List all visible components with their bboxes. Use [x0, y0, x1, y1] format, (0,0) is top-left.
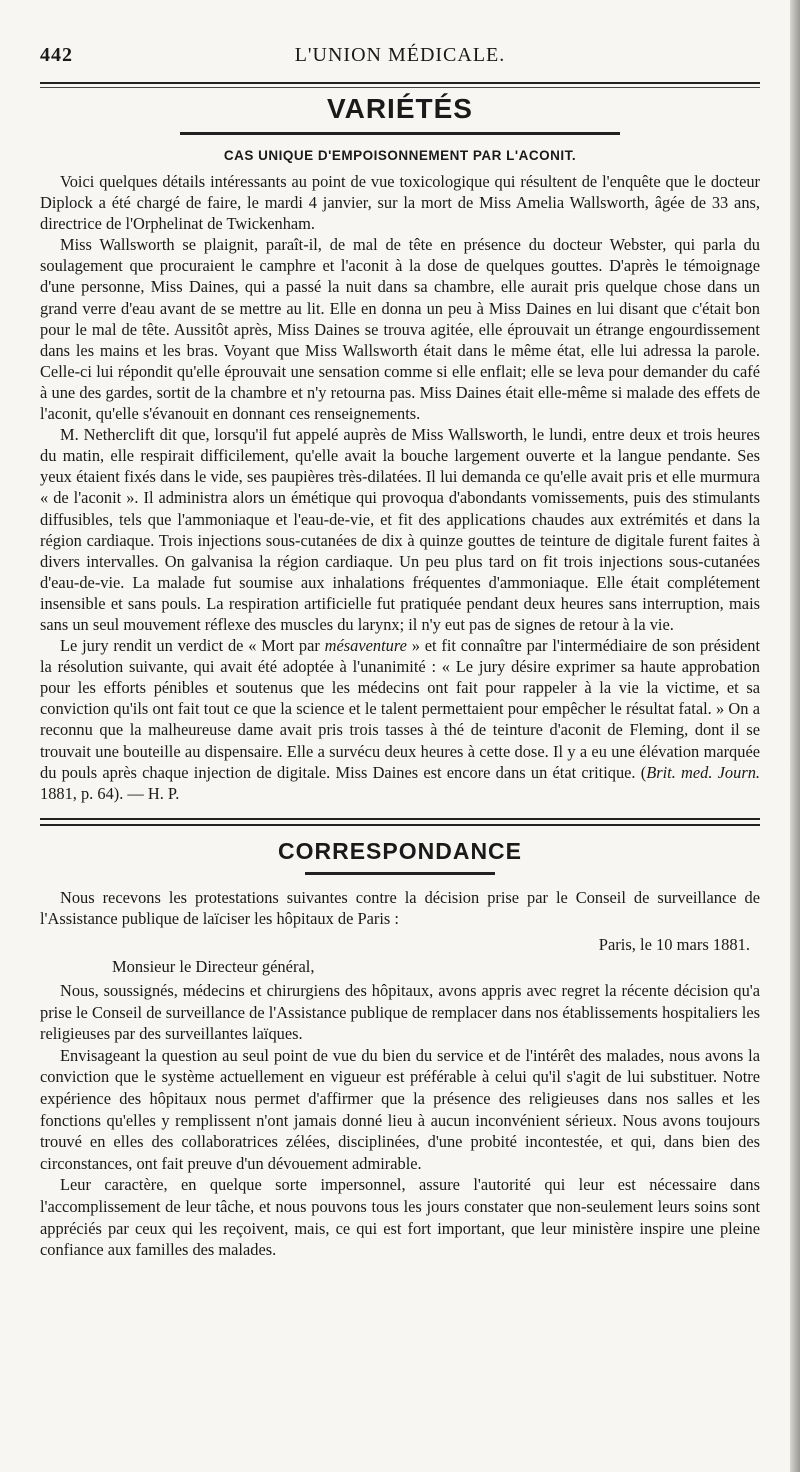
correspondance-title: CORRESPONDANCE: [277, 837, 523, 864]
varietes-section: [40, 82, 760, 804]
letter-paragraph-2: Envisageant la question au seul point de vue du bien du service et de l'intérêt des malades, nous avons la conviction que le système actuellement en vigueur est préférable à celui qu'il s'agit de lui substituer. Notre expérience des hôpitaux nous permet d'affirmer que la présence des religieuses dans nos salles et les fonctions qu'elles y remplissent n'ont jamais donné lieu à aucun inconvénient sérieux. Nous avons toujours trouvé en elles des collaboratrices zélées, disciplinées, d'une probité incontestée, et qui, dans bien des circonstances, ont fait preuve d'un dévouement admirable.: [40, 1045, 760, 1173]
header-rule: [40, 82, 760, 88]
running-head: L'UNION MÉDICALE.: [294, 44, 506, 66]
article-paragraph-2: Miss Wallsworth se plaignit, paraît-il, de mal de tête en présence du docteur Webster, qui parla du soulagement que procuraient le camphre et l'aconit à la dose de quelques gouttes. D'après le témoignage d'une personne, Miss Daines, qui a passé la nuit dans sa chambre, elle aurait pris quelque chose dans un grand verre d'eau avant de se mettre au lit. Elle en donna un peu à Miss Daines en lui disant que c'était bon pour le mal de tête. Aussitôt après, Miss Daines se trouva agitée, elle éprouvait un étrange engourdissement dans les mains et les bras. Voyant que Miss Wallsworth était dans le même état, elle lui adressa la parole. Celle-ci lui répondit qu'elle éprouvait une sensation comme si elle enflait; elle se leva pour demander du café à une des gardes, sortit de la chambre et n'y retourna pas. Miss Daines était elle-même si malade des effets de l'aconit, qu'elle s'évanouit en donnant ces renseignements.: [40, 235, 760, 424]
letter-salutation: Monsieur le Directeur général,: [112, 957, 315, 976]
correspondance-title-rule: [305, 872, 495, 875]
correspondance-intro: Nous recevons les protestations suivantes contre la décision prise par le Conseil de surveillance de l'Assistance publique de laïciser les hôpitaux de Paris :: [40, 887, 760, 929]
page-edge-shadow: [790, 0, 800, 1472]
varietes-title-rule: [180, 132, 620, 135]
verdict-text-middle: » et fit connaître par l'intermédiaire de son président la résolution suivante, qui avait été adoptée à l'unanimité : « Le jury désire exprimer sa haute approbation pour les efforts pénibles et soutenus que les médecins ont fait pour rappeler à la vie la victime, et sa conviction qu'ils ont fait tout ce que la science et le talent permettaient pour empêcher le résultat fatal. » On a reconnu que la malheureuse dame avait pris trois tasses à thé de teinture d'aconit de Fleming, dont il se trouvait une bouteille au dispensaire. Elle a survécu deux heures à cette dose. Il y a eu une élévation marquée du pouls après chaque injection de digitale. Miss Daines est encore dans un état critique. (: [40, 636, 761, 782]
article-paragraph-3: M. Netherclift dit que, lorsqu'il fut appelé auprès de Miss Wallsworth, le lundi, entre deux et trois heures du matin, elle respirait difficilement, qu'elle avait la bouche largement ouverte et la langue pendante. Ses yeux étaient fixés dans le vide, ses paupières très-dilatées. Il lui demanda ce qu'elle avait pris et elle murmura « de l'aconit ». Il administra alors un émétique qui provoqua d'abondants vomissements, puis des stimulants diffusibles, tels que l'ammoniaque et l'eau-de-vie, et fit des applications chaudes aux extrémités et dans la région cardiaque. Trois injections sous-cutanées de dix à quinze gouttes de teinture de digitale furent faites à divers intervalles. On galvanisa la région cardiaque. Un peu plus tard on fit trois injections sous-cutanées d'eau-de-vie. La malade fut soumise aux inhalations fréquentes d'ammoniaque. Elle était complétement insensible et sans pouls. La respiration artificielle fut pratiquée pendant deux heures sans interruption, mais sans un seul mouvement réflexe des muscles du larynx; il n'y eut pas de signes de retour à la vie.: [40, 425, 760, 634]
section-divider: [40, 818, 760, 826]
citation-end: 1881, p. 64). — H. P.: [40, 783, 180, 803]
page-number: 442: [40, 44, 73, 66]
article-paragraph-4: [40, 635, 760, 804]
page-header: [40, 0, 760, 82]
varietes-title: VARIÉTÉS: [327, 93, 473, 124]
letter-paragraph-3: Leur caractère, en quelque sorte impersonnel, assure l'autorité qui leur est nécessaire dans l'accomplissement de leur tâche, et nous pouvons tous les jours constater que non-seulement leurs soins sont appréciés par ceux qui les reçoivent, mais, ce qui est fort important, que leur ministère inspire une pleine confiance aux familles des malades.: [40, 1175, 760, 1260]
correspondance-section: [40, 826, 760, 1261]
letter-date: Paris, le 10 mars 1881.: [598, 935, 750, 954]
article-paragraph-1: Voici quelques détails intéressants au point de vue toxicologique qui résultent de l'enquête que le docteur Diplock a été chargé de faire, le mardi 4 janvier, sur la mort de Miss Amelia Wallsworth, âgée de 33 ans, directrice de l'Orphelinat de Twickenham.: [40, 172, 760, 234]
verdict-text-start: Le jury rendit un verdict de « Mort par: [60, 636, 325, 656]
article-title: CAS UNIQUE D'EMPOISONNEMENT PAR L'ACONIT.: [223, 148, 577, 163]
citation-journal: Brit. med. Journ.: [646, 762, 760, 782]
verdict-italic-word: mésaventure: [324, 636, 407, 656]
letter-paragraph-1: Nous, soussignés, médecins et chirurgiens des hôpitaux, avons appris avec regret la récente décision qu'a prise le Conseil de surveillance de l'Assistance publique de remplacer dans nos établissements hospitaliers les religieuses par des surveillantes laïques.: [40, 981, 760, 1044]
